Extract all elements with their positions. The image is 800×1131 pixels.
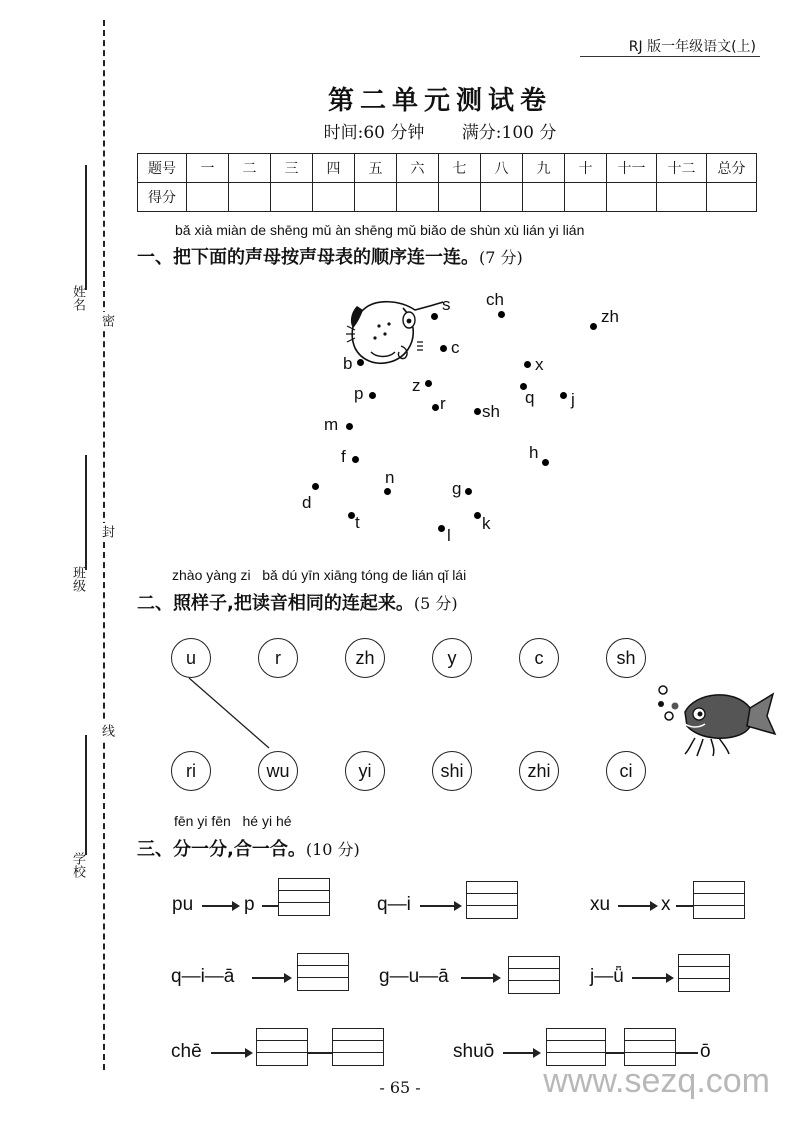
letter-label: g (452, 479, 462, 498)
writing-box[interactable] (546, 1028, 606, 1066)
col-header: 九 (523, 154, 565, 183)
score-cell[interactable] (397, 183, 439, 212)
dot[interactable] (440, 345, 447, 352)
dot[interactable] (431, 313, 438, 320)
section1-title: 一、把下面的声母按声母表的顺序连一连。 (137, 247, 479, 268)
score-cell[interactable] (565, 183, 607, 212)
dot[interactable] (357, 359, 364, 366)
school-field-line (85, 735, 87, 855)
letter-label: r (440, 394, 446, 413)
arrow-icon (211, 1052, 251, 1054)
bottom-syllable[interactable]: ri (171, 751, 211, 791)
syllable-text: xu (590, 894, 611, 915)
syllable-text: p (244, 894, 255, 915)
arrow-icon (632, 977, 672, 979)
arrow-icon (503, 1052, 539, 1054)
page-title: 第二单元测试卷 (327, 86, 552, 116)
dot[interactable] (438, 525, 445, 532)
page-number: - 65 - (379, 1078, 421, 1097)
letter-label: f (341, 447, 346, 466)
seal-char-mi: 密 (99, 314, 114, 327)
grade-tag: RJ 版一年级语文(上) (628, 39, 756, 55)
syllable-text: pu (172, 894, 194, 915)
score-cell[interactable] (271, 183, 313, 212)
syllable-text: g—u—ā (379, 966, 449, 987)
section2-title: 二、照样子,把读音相同的连起来。 (137, 593, 414, 614)
dot[interactable] (352, 456, 359, 463)
section3-pinyin: fēn yi fēn hé yi hé (174, 813, 292, 829)
letter-label: j (571, 390, 575, 409)
dash-line (308, 1052, 332, 1054)
section2-heading (137, 589, 458, 615)
letter-label: n (385, 468, 395, 487)
syllable-text: q—i—ā (171, 966, 235, 987)
fish-illustration-icon (655, 682, 780, 757)
question-number-row (138, 154, 757, 183)
letter-label: zh (601, 307, 619, 326)
section3-heading (137, 835, 360, 861)
writing-box[interactable] (297, 953, 349, 991)
score-cell[interactable] (523, 183, 565, 212)
col-header: 七 (439, 154, 481, 183)
exam-info (0, 118, 800, 143)
col-header: 十二 (657, 154, 707, 183)
arrow-icon (420, 905, 460, 907)
dot[interactable] (465, 488, 472, 495)
score-cell[interactable] (481, 183, 523, 212)
writing-box[interactable] (332, 1028, 384, 1066)
col-header: 五 (355, 154, 397, 183)
section1-heading (137, 243, 523, 269)
score-cell[interactable] (187, 183, 229, 212)
bottom-syllable[interactable]: ci (606, 751, 646, 791)
school-label: 学校 (70, 852, 85, 878)
col-header: 十一 (607, 154, 657, 183)
col-header: 四 (313, 154, 355, 183)
syllable-text: ō (700, 1041, 711, 1062)
example-connection-line (185, 674, 275, 754)
letter-label: ch (486, 290, 504, 309)
writing-box[interactable] (678, 954, 730, 992)
syllable-text: x (661, 894, 671, 915)
section2-pinyin: zhào yàng zi bǎ dú yīn xiāng tóng de lián qǐ lái (172, 567, 467, 583)
top-syllable[interactable]: u (171, 638, 211, 678)
score-table (137, 153, 757, 212)
time-limit: 时间:60 分钟 (323, 123, 425, 143)
letter-label: x (535, 355, 544, 374)
writing-box[interactable] (508, 956, 560, 994)
score-cell[interactable] (439, 183, 481, 212)
name-field-line (85, 165, 87, 290)
dot[interactable] (312, 483, 319, 490)
header-rule (580, 56, 760, 57)
col-header: 三 (271, 154, 313, 183)
watermark: www.sezq.com (543, 1062, 770, 1100)
dot[interactable] (425, 380, 432, 387)
letter-label: b (343, 354, 353, 373)
dot[interactable] (542, 459, 549, 466)
seal-char-xian: 线 (99, 724, 114, 737)
score-row (138, 183, 757, 212)
row-label-question: 题号 (138, 154, 187, 183)
writing-box[interactable] (278, 878, 330, 916)
letter-label: p (354, 384, 364, 403)
letter-label: s (442, 295, 451, 314)
bottom-syllable[interactable]: zhi (519, 751, 559, 791)
score-cell[interactable] (355, 183, 397, 212)
score-cell[interactable] (607, 183, 657, 212)
syllable-text: shuō (453, 1041, 495, 1062)
section3-title: 三、分一分,合一合。 (137, 839, 306, 860)
section1-pinyin: bǎ xià miàn de shēng mǔ àn shēng mǔ biǎo de shùn xù lián yi lián (175, 222, 585, 238)
section3-points: (10 分) (305, 840, 360, 859)
letter-label: t (355, 513, 360, 532)
dot[interactable] (474, 512, 481, 519)
syllable-text: q—i (377, 894, 411, 915)
bottom-syllable[interactable]: wu (258, 751, 298, 791)
dot[interactable] (474, 408, 481, 415)
letter-label: d (302, 493, 312, 512)
score-cell[interactable] (657, 183, 707, 212)
col-header: 总分 (707, 154, 757, 183)
syllable-text: chē (171, 1041, 202, 1062)
top-syllable[interactable]: sh (606, 638, 646, 678)
dash-line (606, 1052, 624, 1054)
arrow-icon (618, 905, 656, 907)
dash-line (262, 905, 278, 907)
section2-points: (5 分) (413, 594, 458, 613)
bottom-syllable[interactable]: yi (345, 751, 385, 791)
col-header: 八 (481, 154, 523, 183)
class-field-line (85, 455, 87, 570)
letter-label: m (324, 415, 339, 434)
letter-label: h (529, 443, 539, 462)
name-label: 姓名 (70, 285, 85, 311)
letter-label: q (525, 388, 535, 407)
section1-points: (7 分) (479, 248, 523, 267)
col-header: 十 (565, 154, 607, 183)
dot[interactable] (560, 392, 567, 399)
bottom-syllable[interactable]: shi (432, 751, 472, 791)
score-cell[interactable] (313, 183, 355, 212)
dash-line (676, 905, 693, 907)
col-header: 二 (229, 154, 271, 183)
col-header: 六 (397, 154, 439, 183)
letter-label: k (482, 514, 491, 533)
dot[interactable] (346, 423, 353, 430)
dot[interactable] (498, 311, 505, 318)
top-syllable[interactable]: zh (345, 638, 385, 678)
dot[interactable] (524, 361, 531, 368)
writing-box[interactable] (466, 881, 518, 919)
letter-label: sh (482, 402, 500, 421)
full-score: 满分:100 分 (461, 123, 557, 143)
letter-label: l (447, 526, 451, 545)
writing-box[interactable] (693, 881, 745, 919)
dot[interactable] (590, 323, 597, 330)
dot[interactable] (384, 488, 391, 495)
letter-label: z (412, 376, 421, 395)
dot[interactable] (432, 404, 439, 411)
seal-char-feng: 封 (99, 525, 114, 538)
dash-line (676, 1052, 698, 1054)
score-cell[interactable] (229, 183, 271, 212)
arrow-icon (202, 905, 238, 907)
score-cell[interactable] (707, 183, 757, 212)
col-header: 一 (187, 154, 229, 183)
row-label-score: 得分 (138, 183, 187, 212)
letter-label: c (451, 338, 460, 357)
arrow-icon (252, 977, 290, 979)
top-syllable[interactable]: y (432, 638, 472, 678)
writing-box[interactable] (624, 1028, 676, 1066)
top-syllable[interactable]: c (519, 638, 559, 678)
top-syllable[interactable]: r (258, 638, 298, 678)
dot[interactable] (369, 392, 376, 399)
binding-dashed-line (103, 20, 105, 1070)
syllable-text: j—ǖ (590, 966, 624, 987)
dot[interactable] (348, 512, 355, 519)
arrow-icon (461, 977, 499, 979)
class-label: 班级 (70, 566, 85, 592)
writing-box[interactable] (256, 1028, 308, 1066)
